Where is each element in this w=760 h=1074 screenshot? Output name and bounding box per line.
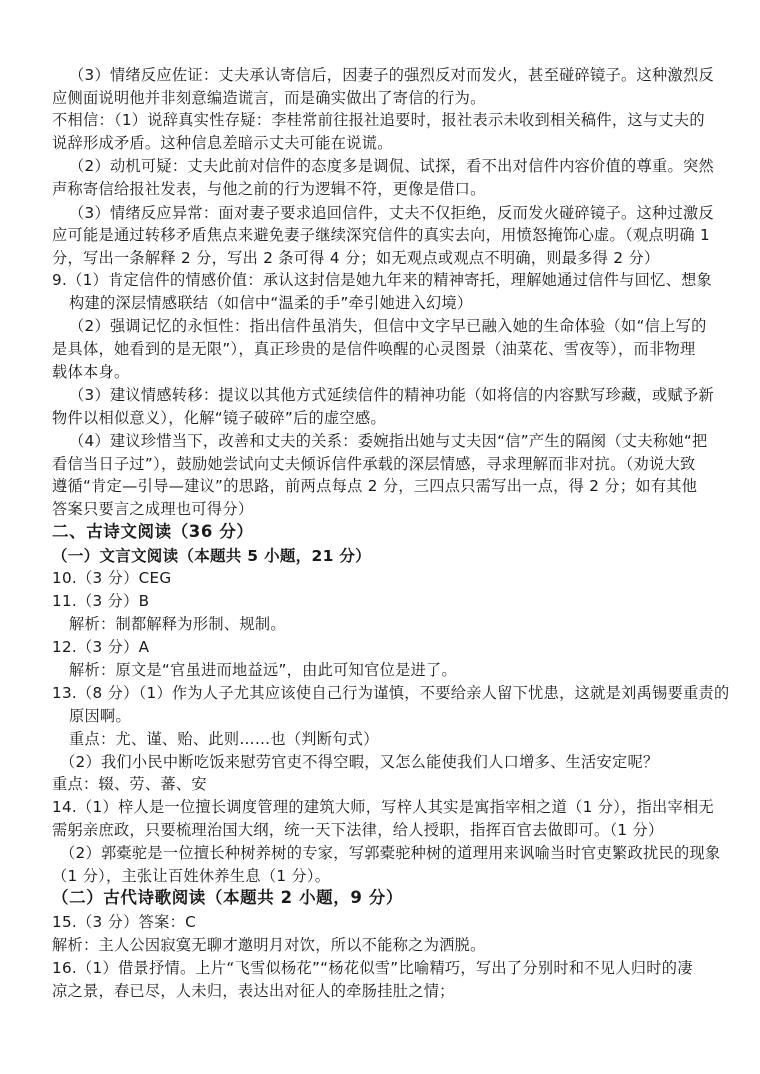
answer-11: 11.（3 分）B (52, 592, 150, 610)
analysis-line: 解析：原文是“官虽进而地益远”，由此可知官位是进了。 (69, 661, 458, 679)
text-line: 需躬亲庶政，只要梳理治国大纲，统一天下法律，给人授职，指挥百官去做即可。（1 分） (52, 821, 664, 839)
text-line: 凉之景，春已尽，人未归，表达出对征人的牵肠挂肚之情； (52, 982, 455, 1000)
text-line: 构建的深层情感联结（如信中“温柔的手”牵引她进入幻境） (69, 294, 473, 312)
text-line: 看信当日子过”），鼓励她尝试向丈夫倾诉信件承载的深层情感，寻求理解而非对抗。（劝说大致 (52, 455, 696, 473)
subsection-heading: （一）文言文阅读（本题共 5 小题，21 分） (52, 547, 371, 565)
key-points-line: 重点：辍、劳、蕃、安 (52, 775, 207, 793)
text-line: 答案只要言之成理也可得分） (52, 500, 254, 518)
text-line: 是具体，她看到的是无限”），真正珍贵的是信件唤醒的心灵图景（油菜花、雪夜等），而非物理 (52, 340, 696, 358)
answer-10: 10.（3 分）CEG (52, 569, 172, 587)
text-line: 载体本身。 (52, 363, 130, 381)
text-line: （2）强调记忆的永恒性：指出信件虽消失，但信中文字早已融入她的生命体验（如“信上写的 (69, 317, 707, 335)
text-line: 声称寄信给报社发表，与他之前的行为逻辑不符，更像是借口。 (52, 180, 486, 198)
text-line: 遵循“肯定—引导—建议”的思路，前两点每点 2 分，三四点只需写出一点，得 2 分；如有其他 (52, 477, 698, 495)
text-line: 说辞形成矛盾。这种信息差暗示丈夫可能在说谎。 (52, 134, 393, 152)
text-line: （3）建议情感转移：提议以其他方式延续信件的精神功能（如将信的内容默写珍藏，或赋予新 (69, 386, 714, 404)
text-line: 应侧面说明他并非刻意编造谎言，而是确实做出了寄信的行为。 (52, 89, 486, 107)
text-line: 不相信：（1）说辞真实性存疑：李桂常前往报社追要时，报社表示未收到相关稿件，这与丈夫的 (52, 111, 705, 129)
text-line: 分，写出一条解释 2 分，写出 2 条可得 4 分；如无观点或观点不明确，则最多得 2 分） (52, 249, 660, 267)
text-line: （4）建议珍惜当下，改善和丈夫的关系：委婉指出她与丈夫因“信”产生的隔阂（丈夫称她“把 (69, 432, 708, 450)
analysis-line: 解析：制都解释为形制、规制。 (69, 615, 286, 633)
key-points-line: 重点：尤、谨、贻、此则……也（判断句式） (69, 730, 379, 748)
answer-14: 14.（1）梓人是一位擅长调度管理的建筑大师，写梓人其实是寓指宰相之道（1 分），指出宰相无 (52, 798, 715, 816)
text-line: 原因啊。 (69, 707, 131, 725)
text-line: 物件以相似意义），化解“镜子破碎”后的虚空感。 (52, 409, 386, 427)
answer-13: 13.（8 分）（1）作为人子尤其应该使自己行为谨慎，不要给亲人留下忧患，这就是刘禹锡要重责的 (52, 684, 730, 702)
subsection-heading: （二）古代诗歌阅读（本题共 2 小题，9 分） (52, 888, 403, 907)
text-line: （2）我们小民中断吃饭来慰劳官吏不得空暇，又怎么能使我们人口增多、生活安定呢？ (60, 753, 659, 771)
text-line: （1 分），主张让百姓休养生息（1 分）。 (52, 867, 331, 885)
section-heading: 二、古诗文阅读（36 分） (52, 522, 254, 541)
answer-12: 12.（3 分）A (52, 638, 150, 656)
answer-15: 15.（3 分）答案：C (52, 913, 196, 931)
text-line: （3）情绪反应异常：面对妻子要求追回信件，丈夫不仅拒绝，反而发火碰碎镜子。这种过激反 (69, 204, 714, 222)
text-line: 应可能是通过转移矛盾焦点来避免妻子继续深究信件的真实去向，用愤怒掩饰心虚。（观点明确 1 (52, 226, 710, 244)
analysis-line: 解析：主人公因寂寞无聊才邀明月对饮，所以不能称之为洒脱。 (52, 936, 486, 954)
text-line: （2）郭橐驼是一位擅长种树养树的专家，写郭橐驼种树的道理用来讽喻当时官吏繁政扰民的现象 (60, 844, 721, 862)
text-line: （3）情绪反应佐证：丈夫承认寄信后，因妻子的强烈反对而发火，甚至碰碎镜子。这种激烈反 (69, 66, 714, 84)
answer-9: 9.（1）肯定信件的情感价值：承认这封信是她九年来的精神寄托，理解她通过信件与回忆、想象 (52, 271, 713, 289)
answer-16: 16.（1）借景抒情。上片“飞雪似杨花”“杨花似雪”比喻精巧，写出了分别时和不见人归时的凄 (52, 959, 693, 977)
text-line: （2）动机可疑：丈夫此前对信件的态度多是调侃、试探，看不出对信件内容价值的尊重。突然 (69, 157, 714, 175)
